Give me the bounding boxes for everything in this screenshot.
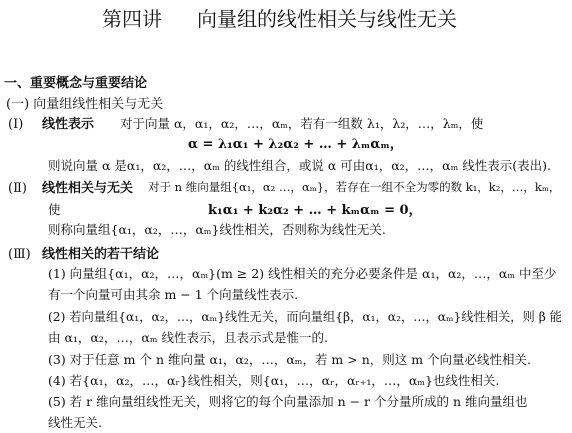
conclusion-1-line-1: (1) 向量组{α₁，α₂，…，αₘ}(m ≥ 2) 线性相关的充分必要条件是 α₁，α₂，…，αₘ 中至少: [48, 266, 557, 281]
conclusion-1-line-2: 有一个向量可由其余 m − 1 个向量线性表示.: [48, 287, 299, 302]
formula-linear-combination: α = λ₁α₁ + λ₂α₂ + … + λₘαₘ，: [188, 137, 403, 152]
formula-linear-dependence: k₁α₁ + k₂α₂ + … + kₘαₘ = 0，: [208, 203, 422, 218]
definition-text-2-cont: 使: [48, 202, 61, 217]
page-title: 向量组的线性相关与线性无关: [197, 7, 457, 31]
definition-title-linear-representation: 线性表示: [42, 117, 95, 132]
definition-text-2: 对于 n 维向量组{α₁，α₂ …，αₘ}，若存在一组不全为零的数 k₁，k₂，…，kₘ，: [148, 180, 561, 194]
definition-text-1b: 则说向量 α 是α₁，α₂，…，αₘ 的线性组合，或说 α 可由α₁，α₂，…，αₘ 线性表示(表出).: [48, 158, 551, 173]
conclusion-5-line-1: (5) 若 r 维向量组线性无关，则将它的每个向量添加 n − r 个分量所成的 n 维向量组也: [48, 394, 528, 409]
definition-title-dependence: 线性相关与无关: [42, 181, 134, 196]
conclusions-title: 线性相关的若干结论: [42, 247, 160, 262]
subsection-heading: (一) 向量组线性相关与无关: [6, 97, 164, 112]
conclusion-2-line-1: (2) 若向量组{α₁，α₂，…，αₘ}线性无关，而向量组{β，α₁，α₂，…，αₘ}线性相关，则 β 能: [48, 310, 562, 324]
item-label-2: (Ⅱ): [8, 181, 27, 196]
section-heading: 一、重要概念与重要结论: [4, 76, 148, 91]
item-label-3: (Ⅲ): [8, 247, 31, 262]
conclusion-5-line-2: 线性无关.: [48, 415, 102, 430]
conclusion-4: (4) 若{α₁，α₂，…，αᵣ}线性相关，则{α₁，…，αᵣ，αᵣ₊₁，…，αₘ}也线性相关.: [48, 373, 500, 388]
item-label-1: (Ⅰ): [8, 117, 24, 132]
conclusion-3: (3) 对于任意 m 个 n 维向量 α₁，α₂，…，αₘ，若 m > n，则这 m 个向量必线性相关.: [48, 352, 532, 367]
chapter-label: 第四讲: [102, 7, 162, 31]
definition-text-1: 对于向量 α，α₁，α₂，…，αₘ，若有一组数 λ₁，λ₂，…，λₘ，使: [120, 116, 484, 131]
definition-text-2b: 则称向量组{α₁，α₂，…，αₘ}线性相关，否则称为线性无关.: [48, 222, 386, 237]
conclusion-2-line-2: 由 α₁，α₂，…，αₘ 线性表示，且表示式是惟一的.: [48, 330, 328, 345]
